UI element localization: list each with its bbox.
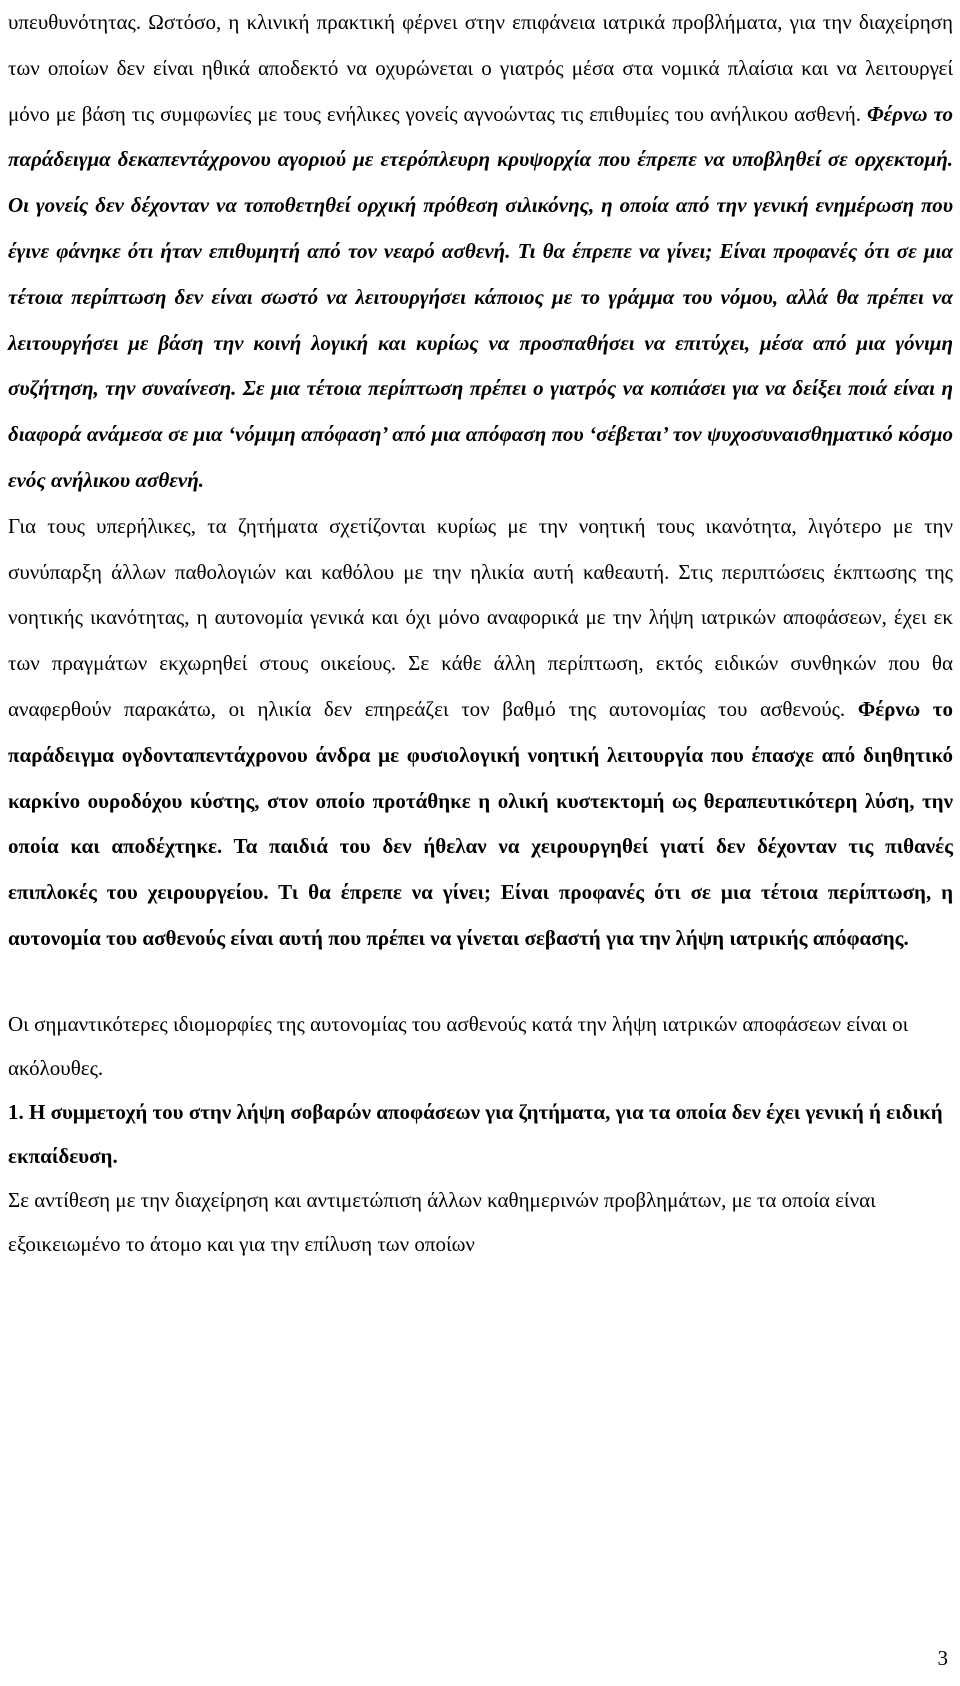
page-number: 3: [937, 1646, 948, 1670]
body-paragraph: Οι σημαντικότερες ιδιομορφίες της αυτονομίας του ασθενούς κατά την λήψη ιατρικών αποφάσεων είναι οι ακόλουθες.: [8, 1011, 909, 1080]
section-heading: 1. Η συμμετοχή του στην λήψη σοβαρών αποφάσεων για ζητήματα, για τα οποία δεν έχει γενική ή ειδική εκπαίδευση.: [8, 1099, 943, 1168]
example-text: Φέρνω το παράδειγμα ογδονταπεντάχρονου άνδρα με φυσιολογική νοητική λειτουργία που έπασχε από διηθητικό καρκίνο ουροδόχου κύστης, στον οποίο προτάθηκε η ολική κυστεκτομή ως θεραπευτικότερη λύση, την οποία και αποδέχτηκε. Τα παιδιά του δεν ήθελαν να χειρουργηθεί γιατί δεν δέχονταν τις πιθανές επιπλοκές του χειρουργείου. Τι θα έπρεπε να γίνει; Είναι προφανές ότι σε μια τέτοια περίπτωση, η αυτονομία του ασθενούς είναι αυτή που πρέπει να γίνεται σεβαστή για την λήψη ιατρικής απόφασης.: [8, 696, 953, 950]
body-paragraph: [8, 504, 953, 962]
body-paragraph: [8, 0, 953, 504]
body-paragraph: Σε αντίθεση με την διαχείρηση και αντιμετώπιση άλλων καθημερινών προβλημάτων, με τα οποία είναι εξοικειωμένο το άτομο και για την επίλυση των οποίων: [8, 1187, 876, 1256]
example-text: Φέρνω το παράδειγμα δεκαπεντάχρονου αγοριού με ετερόπλευρη κρυψορχία που έπρεπε να υποβληθεί σε ορχεκτομή. Οι γονείς δεν δέχονταν να τοποθετηθεί ορχική πρόθεση σιλικόνης, η οποία από την γενική ενημέρωση που έγινε φάνηκε ότι ήταν επιθυμητή από τον νεαρό ασθενή. Τι θα έπρεπε να γίνει; Είναι προφανές ότι σε μια τέτοια περίπτωση δεν είναι σωστό να λειτουργήσει κάποιος με το γράμμα του νόμου, αλλά θα πρέπει να λειτουργήσει με βάση την κοινή λογική και κυρίως να προσπαθήσει να επιτύχει, μέσα από μια γόνιμη συζήτηση, την συναίνεση. Σε μια τέτοια περίπτωση πρέπει ο γιατρός να κοπιάσει για να δείξει ποιά είναι η διαφορά ανάμεσα σε μια ‘νόμιμη απόφαση’ από μια απόφαση που ‘σέβεται’ τον ψυχοσυναισθηματικό κόσμο ενός ανήλικου ασθενή.: [8, 101, 953, 492]
paragraph-text: Για τους υπερήλικες, τα ζητήματα σχετίζονται κυρίως με την νοητική τους ικανότητα, λιγότερο με την συνύπαρξη άλλων παθολογιών και καθόλου με την ηλικία αυτή καθεαυτή. Στις περιπτώσεις έκπτωσης της νοητικής ικανότητας, η αυτονομία γενικά και όχι μόνο αναφορικά με την λήψη ιατρικών αποφάσεων, έχει εκ των πραγμάτων εκχωρηθεί στους οικείους. Σε κάθε άλλη περίπτωση, εκτός ειδικών συνθηκών που θα αναφερθούν παρακάτω, οι ηλικία δεν επηρεάζει τον βαθμό της αυτονομίας του ασθενούς.: [8, 513, 953, 721]
paragraph-gap: [8, 962, 953, 1002]
document-page: [8, 0, 953, 1266]
paragraph-text: υπευθυνότητας. Ωστόσο, η κλινική πρακτική φέρνει στην επιφάνεια ιατρικά προβλήματα, για την διαχείρηση των οποίων δεν είναι ηθικά αποδεκτό να οχυρώνεται ο γιατρός μέσα στα νομικά πλαίσια και να λειτουργεί μόνο με βάση τις συμφωνίες με τους ενήλικες γονείς αγνοώντας τις επιθυμίες του ανήλικου ασθενή.: [8, 10, 953, 126]
